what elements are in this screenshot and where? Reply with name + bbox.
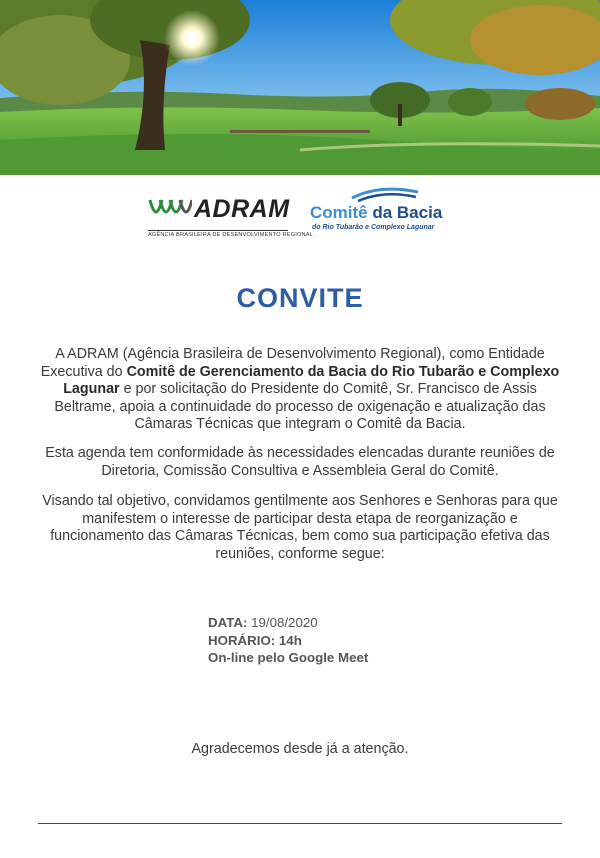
time-line [208, 632, 368, 650]
bottom-divider [38, 823, 562, 824]
adram-wave-icon [148, 196, 192, 226]
paragraph-intro-text2: e por solicitação do Presidente do Comitê, Sr. Francisco de Assis Beltrame, apoia a continuidade do processo de oxigenação e atualização das Câmaras Técnicas que integram o Comitê da Bacia. [54, 381, 546, 433]
paragraph-intro-text1: A ADRAM (Agência Brasileira de Desenvolvimento Regional), como Entidade Executiva do [40, 346, 545, 380]
paragraph-agenda: Esta agenda tem conformidade às necessidades elencadas durante reuniões de Diretoria, Comissão Consultiva e Assembleia Geral do Comitê. [45, 445, 555, 479]
comite-logo [310, 186, 460, 238]
comite-name [310, 203, 442, 223]
logos-row [0, 186, 600, 246]
event-details [208, 614, 368, 667]
time-value: 14h [275, 632, 302, 648]
comite-name-part2: da Bacia [367, 203, 443, 222]
comite-subtitle: do Rio Tubarão e Complexo Lagunar [312, 224, 435, 231]
time-label: HORÁRIO: [208, 632, 276, 648]
closing-text: Agradecemos desde já a atenção. [191, 741, 409, 757]
landscape-illustration [0, 0, 600, 175]
online-info: On-line pelo Google Meet [208, 650, 369, 665]
adram-subtitle: AGÊNCIA BRASILEIRA DE DESENVOLVIMENTO REGIONAL [148, 232, 314, 238]
paragraph-intro [36, 346, 564, 434]
date-line [208, 614, 368, 632]
comite-wave-icon [350, 186, 420, 202]
date-value: 19/08/2020 [247, 615, 318, 630]
adram-logo [148, 192, 314, 240]
paragraph-invitation: Visando tal objetivo, convidamos gentilmente aos Senhores e Senhoras para que manifestem o interesse de participar desta etapa de reorganização e funcionamento das Câmaras Técnicas, bem como sua participação efetiva das reuniões, conforme segue: [42, 493, 558, 562]
page-title: CONVITE [236, 283, 364, 313]
paragraph-intro-bold: Comitê de Gerenciamento da Bacia do Rio Tubarão e Complexo Lagunar [63, 363, 560, 398]
header-banner-image [0, 0, 600, 175]
comite-name-part1: Comitê [310, 203, 368, 222]
adram-name: ADRAM [194, 195, 290, 223]
date-label: DATA: [208, 615, 248, 630]
